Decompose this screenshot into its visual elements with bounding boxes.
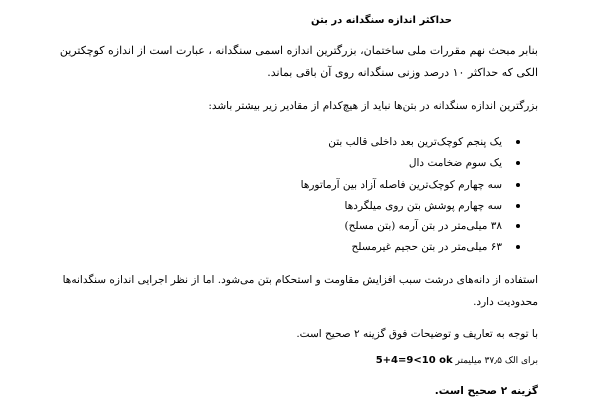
intro-paragraph-line-2: الکی که حداکثر ۱۰ درصد وزنی سنگدانه روی آن باقی بماند. [267, 66, 538, 79]
list-item-text: سه چهارم پوشش بتن روی میلگردها [344, 200, 502, 212]
list-item-text: ۶۳ میلی‌متر در بتن حجیم غیرمسلح [351, 241, 502, 253]
formula-ok: 5+4=9<10 ok [375, 355, 453, 366]
conclusion-text: با توجه به تعاریف و توضیحات فوق گزینه ۲ صحیح است. [296, 328, 538, 340]
bullet-icon [516, 140, 520, 144]
formula-line [376, 356, 538, 366]
list-intro: بزرگترین اندازه سنگدانه در بتن‌ها نباید از هیچ‌کدام از مقادیر زیر بیشتر باشد: [208, 100, 538, 112]
bullet-icon [516, 204, 520, 208]
intro-paragraph-line-1: بنابر مبحث نهم مقررات ملی ساختمان، بزرگترین اندازه اسمی سنگدانه ، عبارت است از اندازه کوچکترین [59, 44, 538, 57]
list-item [409, 158, 520, 169]
list-item [344, 221, 520, 232]
bullet-icon [516, 224, 520, 228]
list-item [351, 242, 520, 253]
list-item [328, 137, 520, 148]
list-item-text: یک پنجم کوچک‌ترین بعد داخلی قالب بتن [328, 136, 502, 148]
paragraph-2-line-2: محدودیت دارد. [473, 296, 538, 308]
bullet-icon [516, 245, 520, 249]
page-title: حداکثر اندازه سنگدانه در بتن [311, 15, 452, 26]
answer-text: گزینه ۲ صحیح است. [434, 385, 538, 397]
list-item [345, 201, 520, 212]
list-item-text: یک سوم ضخامت دال [408, 157, 502, 169]
formula-note: برای الک ۳۷٫۵ میلیمتر [455, 356, 538, 366]
list-item-text: ۳۸ میلی‌متر در بتن آرمه (بتن مسلح) [344, 220, 502, 232]
list-item [301, 180, 520, 191]
bullet-icon [516, 161, 520, 165]
bullet-icon [516, 183, 520, 187]
paragraph-2-line-1: استفاده از دانه‌های درشت سبب افزایش مقاومت و استحکام بتن می‌شود. اما از نظر اجرایی اندازه سنگدانه‌ها [62, 274, 538, 286]
list-item-text: سه چهارم کوچک‌ترین فاصله آزاد بین آرماتورها [300, 179, 502, 191]
